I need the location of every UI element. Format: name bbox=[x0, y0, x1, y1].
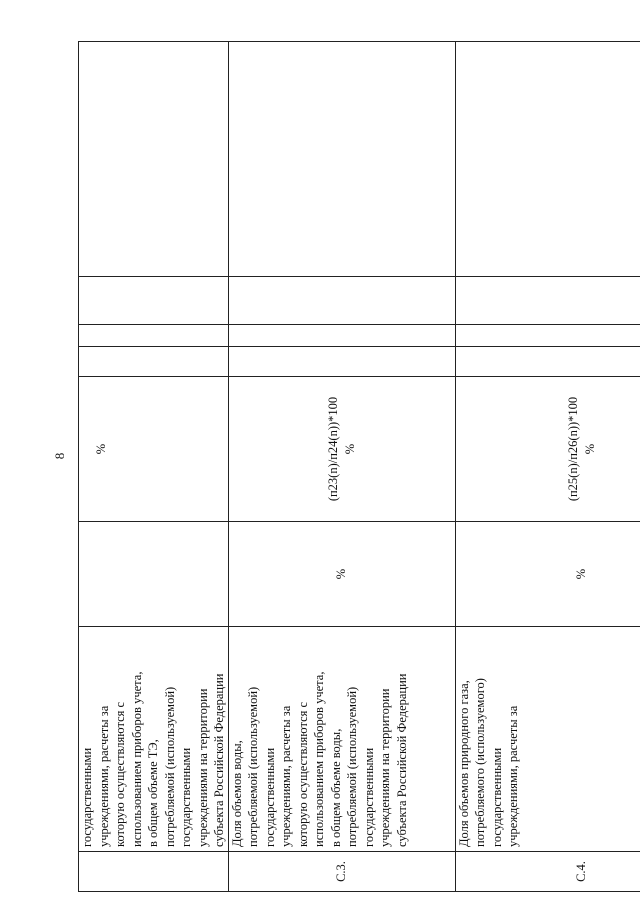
name-line: использованием приборов учета, bbox=[312, 671, 326, 847]
empty-cell bbox=[228, 347, 455, 377]
name-line: государственными bbox=[262, 747, 277, 847]
name-line: учреждениями, расчеты за bbox=[96, 705, 111, 847]
empty-cell bbox=[228, 42, 455, 277]
indicator-name bbox=[79, 627, 229, 852]
formula-cell: % bbox=[79, 377, 229, 522]
name-line: в общем объеме воды, bbox=[328, 728, 343, 847]
name-line: которую осуществляются с bbox=[295, 701, 310, 847]
name-line: потребляемой (используемой) bbox=[246, 686, 260, 847]
row-number bbox=[79, 852, 229, 892]
empty-cell bbox=[228, 325, 455, 347]
name-line: Доля объемов воды, bbox=[229, 740, 244, 847]
name-line: субъекта Российской Федерации bbox=[212, 673, 226, 847]
name-line: использованием приборов учета, bbox=[129, 671, 144, 847]
name-line: государственными bbox=[179, 747, 193, 847]
empty-cell bbox=[79, 325, 229, 347]
indicator-name bbox=[228, 627, 455, 852]
name-line: Доля объемов природного газа, bbox=[456, 680, 471, 847]
name-line: учреждениями на территории bbox=[195, 688, 210, 847]
formula-line: (п25(n)/п26(n))*100 bbox=[566, 396, 580, 502]
row-number: С.3. bbox=[228, 852, 455, 892]
name-line: в общем объеме ТЭ, bbox=[146, 739, 160, 847]
row-number: С.4. bbox=[455, 852, 640, 892]
name-line: государственными bbox=[361, 747, 376, 847]
empty-cell bbox=[455, 325, 640, 347]
formula-line: % bbox=[582, 443, 597, 455]
empty-cell bbox=[79, 277, 229, 325]
formula-line: % bbox=[342, 443, 357, 455]
empty-cell bbox=[455, 347, 640, 377]
name-line: потребляемой (используемой) bbox=[345, 686, 359, 847]
name-line: учреждениями на территории bbox=[378, 688, 392, 847]
name-line: государственными bbox=[80, 747, 94, 847]
name-line: учреждениями, расчеты за bbox=[506, 705, 520, 847]
indicator-name bbox=[455, 627, 640, 852]
name-line: государственными bbox=[489, 747, 504, 847]
name-line: субъекта Российской Федерации bbox=[394, 673, 409, 847]
name-line: потребляемой (используемой) bbox=[162, 686, 177, 847]
empty-cell bbox=[79, 42, 229, 277]
empty-cell bbox=[455, 277, 640, 325]
indicator-table bbox=[78, 41, 640, 892]
formula-cell bbox=[228, 377, 455, 522]
unit-cell: % bbox=[228, 522, 455, 627]
empty-cell bbox=[455, 42, 640, 277]
rotated-page bbox=[78, 42, 616, 892]
table-row bbox=[455, 42, 640, 892]
table-row bbox=[79, 42, 229, 892]
name-line: учреждениями, расчеты за bbox=[279, 705, 293, 847]
unit-cell bbox=[79, 522, 229, 627]
empty-cell bbox=[228, 277, 455, 325]
table-row bbox=[228, 42, 455, 892]
formula-cell bbox=[455, 377, 640, 522]
page-number: 8 bbox=[52, 452, 67, 460]
formula-line: (п23(n)/п24(n))*100 bbox=[326, 396, 340, 502]
name-line: потребляемого (используемого) bbox=[473, 678, 487, 847]
empty-cell bbox=[79, 347, 229, 377]
name-line: которую осуществляются с bbox=[113, 701, 127, 847]
unit-cell: % bbox=[455, 522, 640, 627]
